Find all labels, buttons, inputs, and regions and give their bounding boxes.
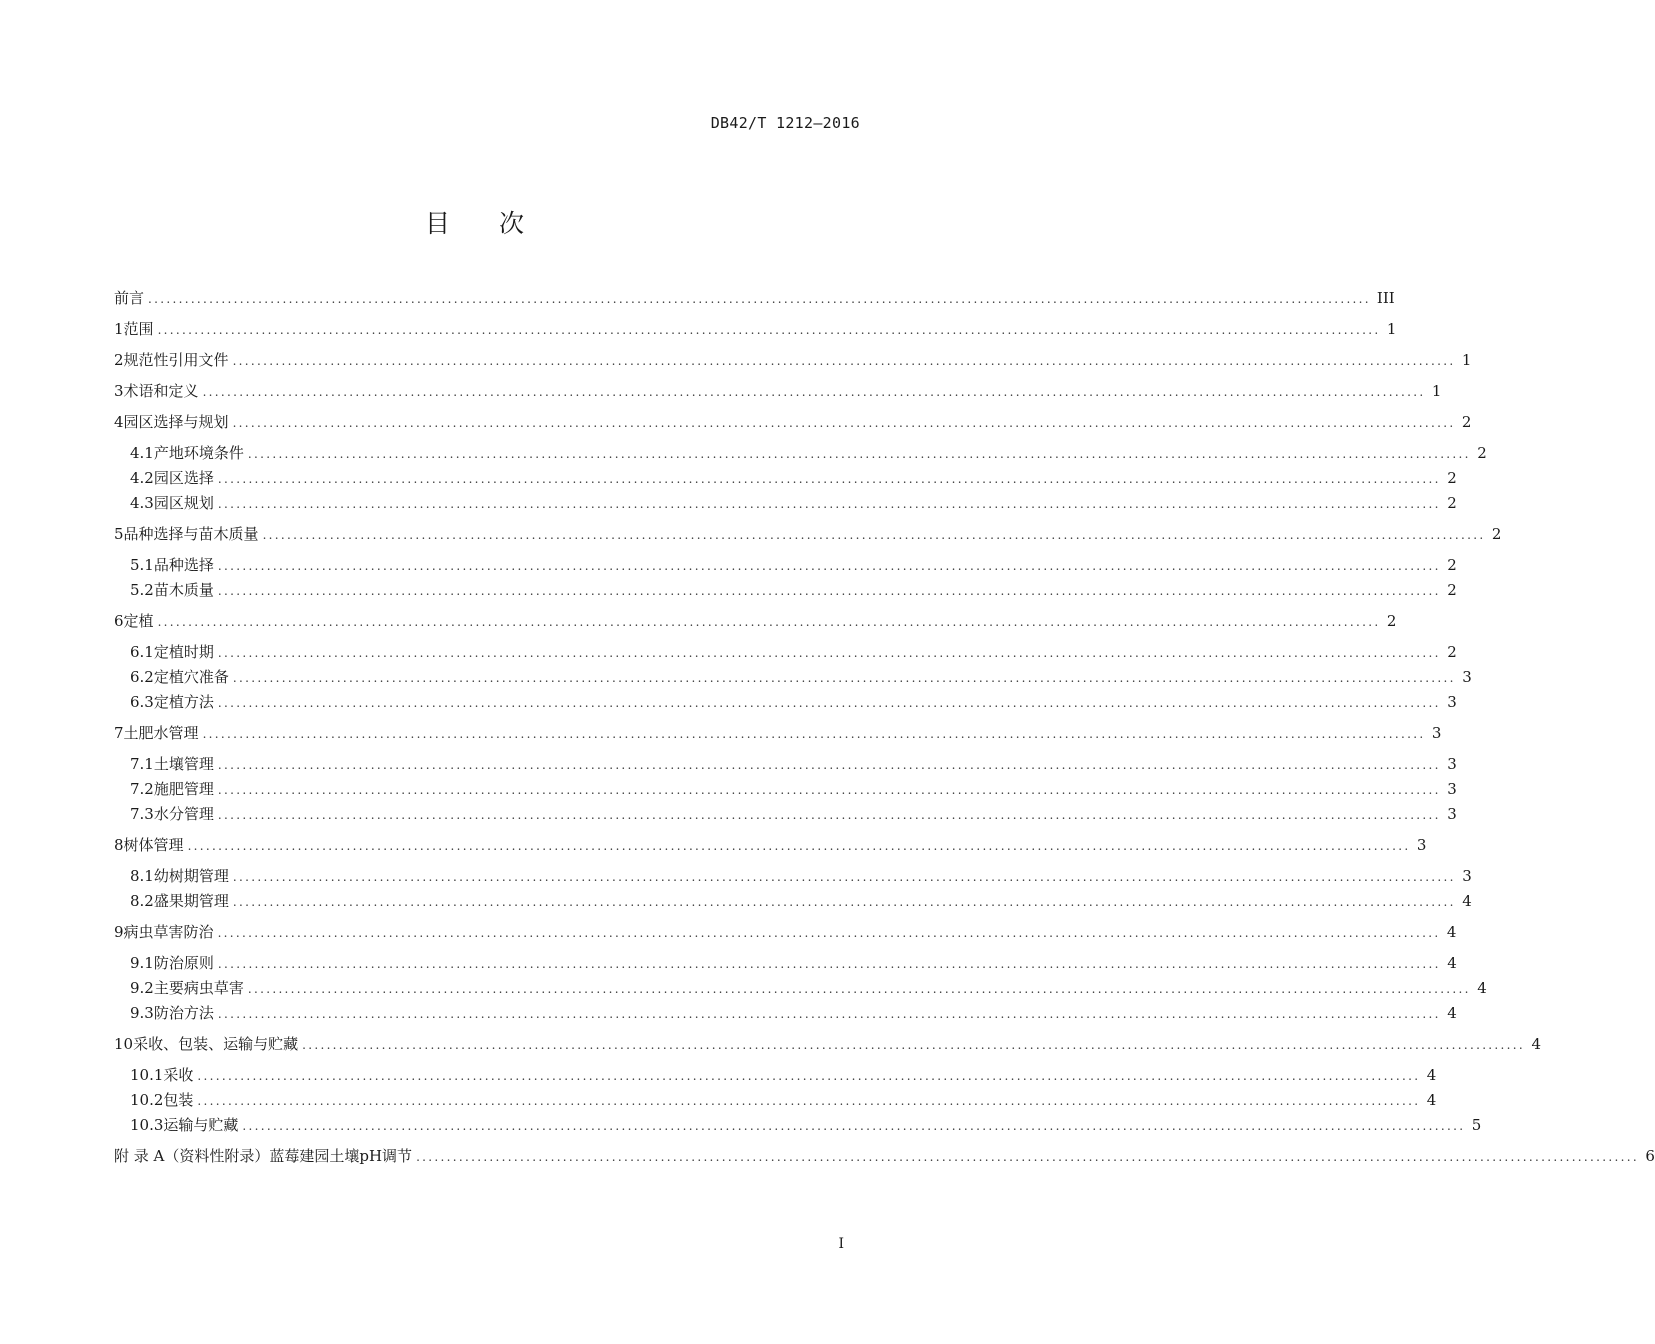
dot-leader: ........................................................................................................................................................................................................ (217, 926, 1441, 940)
toc-entry-label: 品种选择 (153, 556, 214, 574)
dot-leader: ........................................................................................................................................................................................................ (302, 1038, 1525, 1052)
toc-entry-number: 8.2 (130, 892, 154, 910)
toc-entry[interactable] (130, 468, 1457, 488)
toc-entry-page: 2 (1447, 469, 1457, 487)
dot-leader: ........................................................................................................................................................................................................ (217, 957, 1441, 971)
toc-entry[interactable] (130, 891, 1472, 911)
dot-leader: ........................................................................................................................................................................................................ (197, 1069, 1421, 1083)
toc-entry-number: 3 (114, 382, 124, 400)
toc-entry-page: 3 (1447, 780, 1457, 798)
toc-entry-label: 采收、包装、运输与贮藏 (133, 1035, 299, 1053)
toc-entry-number: 9.2 (130, 979, 154, 997)
toc-entry[interactable] (114, 1034, 1541, 1054)
toc-entry[interactable] (114, 319, 1397, 339)
toc-entry[interactable] (130, 779, 1457, 799)
toc-entry[interactable] (130, 1003, 1457, 1023)
toc-entry-number: 8 (114, 836, 124, 854)
title-char-1: 目 (424, 209, 451, 238)
toc-entry[interactable] (114, 611, 1397, 631)
toc-entry[interactable] (130, 642, 1457, 662)
dot-leader: ........................................................................................................................................................................................................ (262, 528, 1486, 542)
dot-leader: ........................................................................................................................................................................................................ (232, 416, 1456, 430)
toc-entry-page: 2 (1477, 444, 1487, 462)
toc-entry-number: 6.3 (130, 693, 154, 711)
toc-entry-page: 2 (1447, 556, 1457, 574)
toc-entry[interactable] (114, 723, 1442, 743)
toc-entry-page: 3 (1447, 805, 1457, 823)
toc-entry-label: 包装 (163, 1091, 194, 1109)
toc-entry-number: 5 (114, 525, 124, 543)
document-id: DB42/T 1212—2016 (710, 114, 860, 132)
toc-entry[interactable] (114, 288, 1395, 308)
dot-leader: ........................................................................................................................................................................................................ (232, 870, 1456, 884)
toc-entry-page: 4 (1447, 1004, 1457, 1022)
dot-leader: ........................................................................................................................................................................................................ (232, 671, 1456, 685)
dot-leader: ........................................................................................................................................................................................................ (242, 1119, 1466, 1133)
toc-entry-label: 定植 (123, 612, 154, 630)
dot-leader: ........................................................................................................................................................................................................ (197, 1094, 1421, 1108)
toc-entry-page: 4 (1446, 923, 1457, 941)
toc-entry-label: 品种选择与苗木质量 (123, 525, 259, 543)
toc-entry-page: 3 (1462, 668, 1472, 686)
toc-entry-number: 6.1 (130, 643, 154, 661)
toc-entry-label: 幼树期管理 (153, 867, 229, 885)
toc-entry-label: 防治方法 (153, 1004, 214, 1022)
toc-entry[interactable] (114, 922, 1457, 942)
toc-entry-page: 6 (1645, 1147, 1655, 1165)
toc-entry[interactable] (130, 555, 1457, 575)
toc-entry[interactable] (130, 580, 1457, 600)
toc-entry-page: 2 (1447, 643, 1457, 661)
toc-entry[interactable] (114, 1146, 1655, 1166)
toc-entry[interactable] (130, 953, 1457, 973)
toc-entry-page: 1 (1386, 320, 1397, 338)
toc-entry-label: 园区选择与规划 (123, 413, 229, 431)
toc-entry-number: 1 (114, 320, 124, 338)
toc-entry[interactable] (130, 866, 1472, 886)
toc-entry-label: 水分管理 (153, 805, 214, 823)
toc-entry-page: 2 (1491, 525, 1502, 543)
toc-entry-label: 规范性引用文件 (123, 351, 229, 369)
dot-leader: ........................................................................................................................................................................................................ (247, 982, 1471, 996)
toc-entry-page: 4 (1477, 979, 1487, 997)
toc-entry[interactable] (130, 804, 1457, 824)
toc-entry-page: 4 (1447, 954, 1457, 972)
footer-page-number: I (838, 1236, 844, 1252)
toc-entry-page: 1 (1461, 351, 1472, 369)
toc-entry-page: 2 (1461, 413, 1472, 431)
dot-leader: ........................................................................................................................................................................................................ (232, 895, 1456, 909)
toc-entry-label: 病虫草害防治 (123, 923, 214, 941)
page-title (0, 204, 950, 240)
toc-entry-number: 9 (114, 923, 124, 941)
toc-entry-number: 4.3 (130, 494, 154, 512)
toc-entry-number: 7 (114, 724, 124, 742)
dot-leader: ........................................................................................................................................................................................................ (217, 472, 1441, 486)
dot-leader: ........................................................................................................................................................................................................ (187, 839, 1411, 853)
toc-entry-label: 产地环境条件 (153, 444, 244, 462)
toc-entry-number: 9.1 (130, 954, 154, 972)
toc-entry-number: 10.1 (130, 1066, 164, 1084)
toc-entry-page: III (1376, 289, 1395, 307)
toc-entry-number: 7.2 (130, 780, 154, 798)
toc-entry-page: 3 (1416, 836, 1427, 854)
toc-entry-label: 运输与贮藏 (163, 1116, 239, 1134)
toc-entry-number: 9.3 (130, 1004, 154, 1022)
toc-entry-label: 施肥管理 (153, 780, 214, 798)
toc-entry-label: 采收 (163, 1066, 194, 1084)
dot-leader: ........................................................................................................................................................................................................ (148, 292, 1371, 306)
toc-entry-page: 4 (1462, 892, 1472, 910)
dot-leader: ........................................................................................................................................................................................................ (202, 727, 1426, 741)
toc-entry-page: 3 (1447, 693, 1457, 711)
toc-entry-number: 6 (114, 612, 124, 630)
toc-entry-number: 10.2 (130, 1091, 164, 1109)
toc-entry-label: 定植时期 (153, 643, 214, 661)
dot-leader: ........................................................................................................................................................................................................ (202, 385, 1426, 399)
toc-entry-number: 7.3 (130, 805, 154, 823)
toc-entry-page: 2 (1447, 581, 1457, 599)
toc-entry-label: 定植穴准备 (153, 668, 229, 686)
toc-entry-label: 主要病虫草害 (153, 979, 244, 997)
toc-entry[interactable] (130, 754, 1457, 774)
toc-entry-label: 盛果期管理 (153, 892, 229, 910)
toc-entry-label: 土壤管理 (153, 755, 214, 773)
toc-entry-label: 苗木质量 (153, 581, 214, 599)
dot-leader: ........................................................................................................................................................................................................ (157, 323, 1381, 337)
dot-leader: ........................................................................................................................................................................................................ (416, 1150, 1639, 1164)
toc-entry-number: 4 (114, 413, 124, 431)
toc-entry[interactable] (130, 1090, 1437, 1110)
dot-leader: ........................................................................................................................................................................................................ (217, 497, 1441, 511)
toc-entry-label: 前言 (114, 289, 145, 307)
dot-leader: ........................................................................................................................................................................................................ (217, 646, 1441, 660)
dot-leader: ........................................................................................................................................................................................................ (217, 758, 1441, 772)
toc-entry-page: 2 (1447, 494, 1457, 512)
toc-entry-number: 5.2 (130, 581, 154, 599)
toc-entry[interactable] (114, 835, 1427, 855)
toc-entry-number: 10 (114, 1035, 134, 1053)
toc-entry-number: 7.1 (130, 755, 154, 773)
toc-entry-label: 术语和定义 (123, 382, 199, 400)
toc-entry-page: 4 (1426, 1066, 1437, 1084)
toc-entry-number: 8.1 (130, 867, 154, 885)
toc-entry-label: 附 录 A（资料性附录）蓝莓建园土壤pH调节 (114, 1147, 413, 1165)
toc-entry[interactable] (130, 443, 1487, 463)
toc-entry-page: 3 (1462, 867, 1472, 885)
toc-entry-label: 树体管理 (123, 836, 184, 854)
toc-entry-number: 4.1 (130, 444, 154, 462)
toc-entry-page: 4 (1426, 1091, 1437, 1109)
toc-entry[interactable] (114, 412, 1472, 432)
toc-entry-page: 5 (1471, 1116, 1482, 1134)
toc-entry-label: 土肥水管理 (123, 724, 199, 742)
toc-entry-number: 2 (114, 351, 124, 369)
toc-entry-label: 范围 (123, 320, 154, 338)
toc-entry-page: 2 (1386, 612, 1397, 630)
dot-leader: ........................................................................................................................................................................................................ (157, 615, 1381, 629)
toc-entry[interactable] (130, 1065, 1437, 1085)
dot-leader: ........................................................................................................................................................................................................ (247, 447, 1471, 461)
toc-entry-page: 1 (1431, 382, 1442, 400)
toc-entry-label: 防治原则 (153, 954, 214, 972)
toc-entry-page: 3 (1431, 724, 1442, 742)
toc-entry-number: 6.2 (130, 668, 154, 686)
toc-entry-label: 定植方法 (153, 693, 214, 711)
toc-entry[interactable] (114, 524, 1502, 544)
toc-entry-page: 4 (1531, 1035, 1541, 1053)
toc-entry[interactable] (114, 350, 1472, 370)
toc-entry-number: 4.2 (130, 469, 154, 487)
toc-entry[interactable] (130, 493, 1457, 513)
toc-entry[interactable] (114, 381, 1442, 401)
dot-leader: ........................................................................................................................................................................................................ (217, 1007, 1441, 1021)
dot-leader: ........................................................................................................................................................................................................ (217, 584, 1441, 598)
dot-leader: ........................................................................................................................................................................................................ (217, 696, 1441, 710)
toc-entry-label: 园区选择 (153, 469, 214, 487)
toc-entry-page: 3 (1447, 755, 1457, 773)
dot-leader: ........................................................................................................................................................................................................ (217, 559, 1441, 573)
toc-entry[interactable] (130, 667, 1472, 687)
title-char-2: 次 (499, 209, 526, 238)
toc-entry[interactable] (130, 978, 1487, 998)
dot-leader: ........................................................................................................................................................................................................ (217, 808, 1441, 822)
toc-entry-number: 5.1 (130, 556, 154, 574)
dot-leader: ........................................................................................................................................................................................................ (217, 783, 1441, 797)
toc-entry[interactable] (130, 1115, 1482, 1135)
toc-entry-label: 园区规划 (153, 494, 214, 512)
toc-entry[interactable] (130, 692, 1457, 712)
toc-entry-number: 10.3 (130, 1116, 164, 1134)
dot-leader: ........................................................................................................................................................................................................ (232, 354, 1456, 368)
